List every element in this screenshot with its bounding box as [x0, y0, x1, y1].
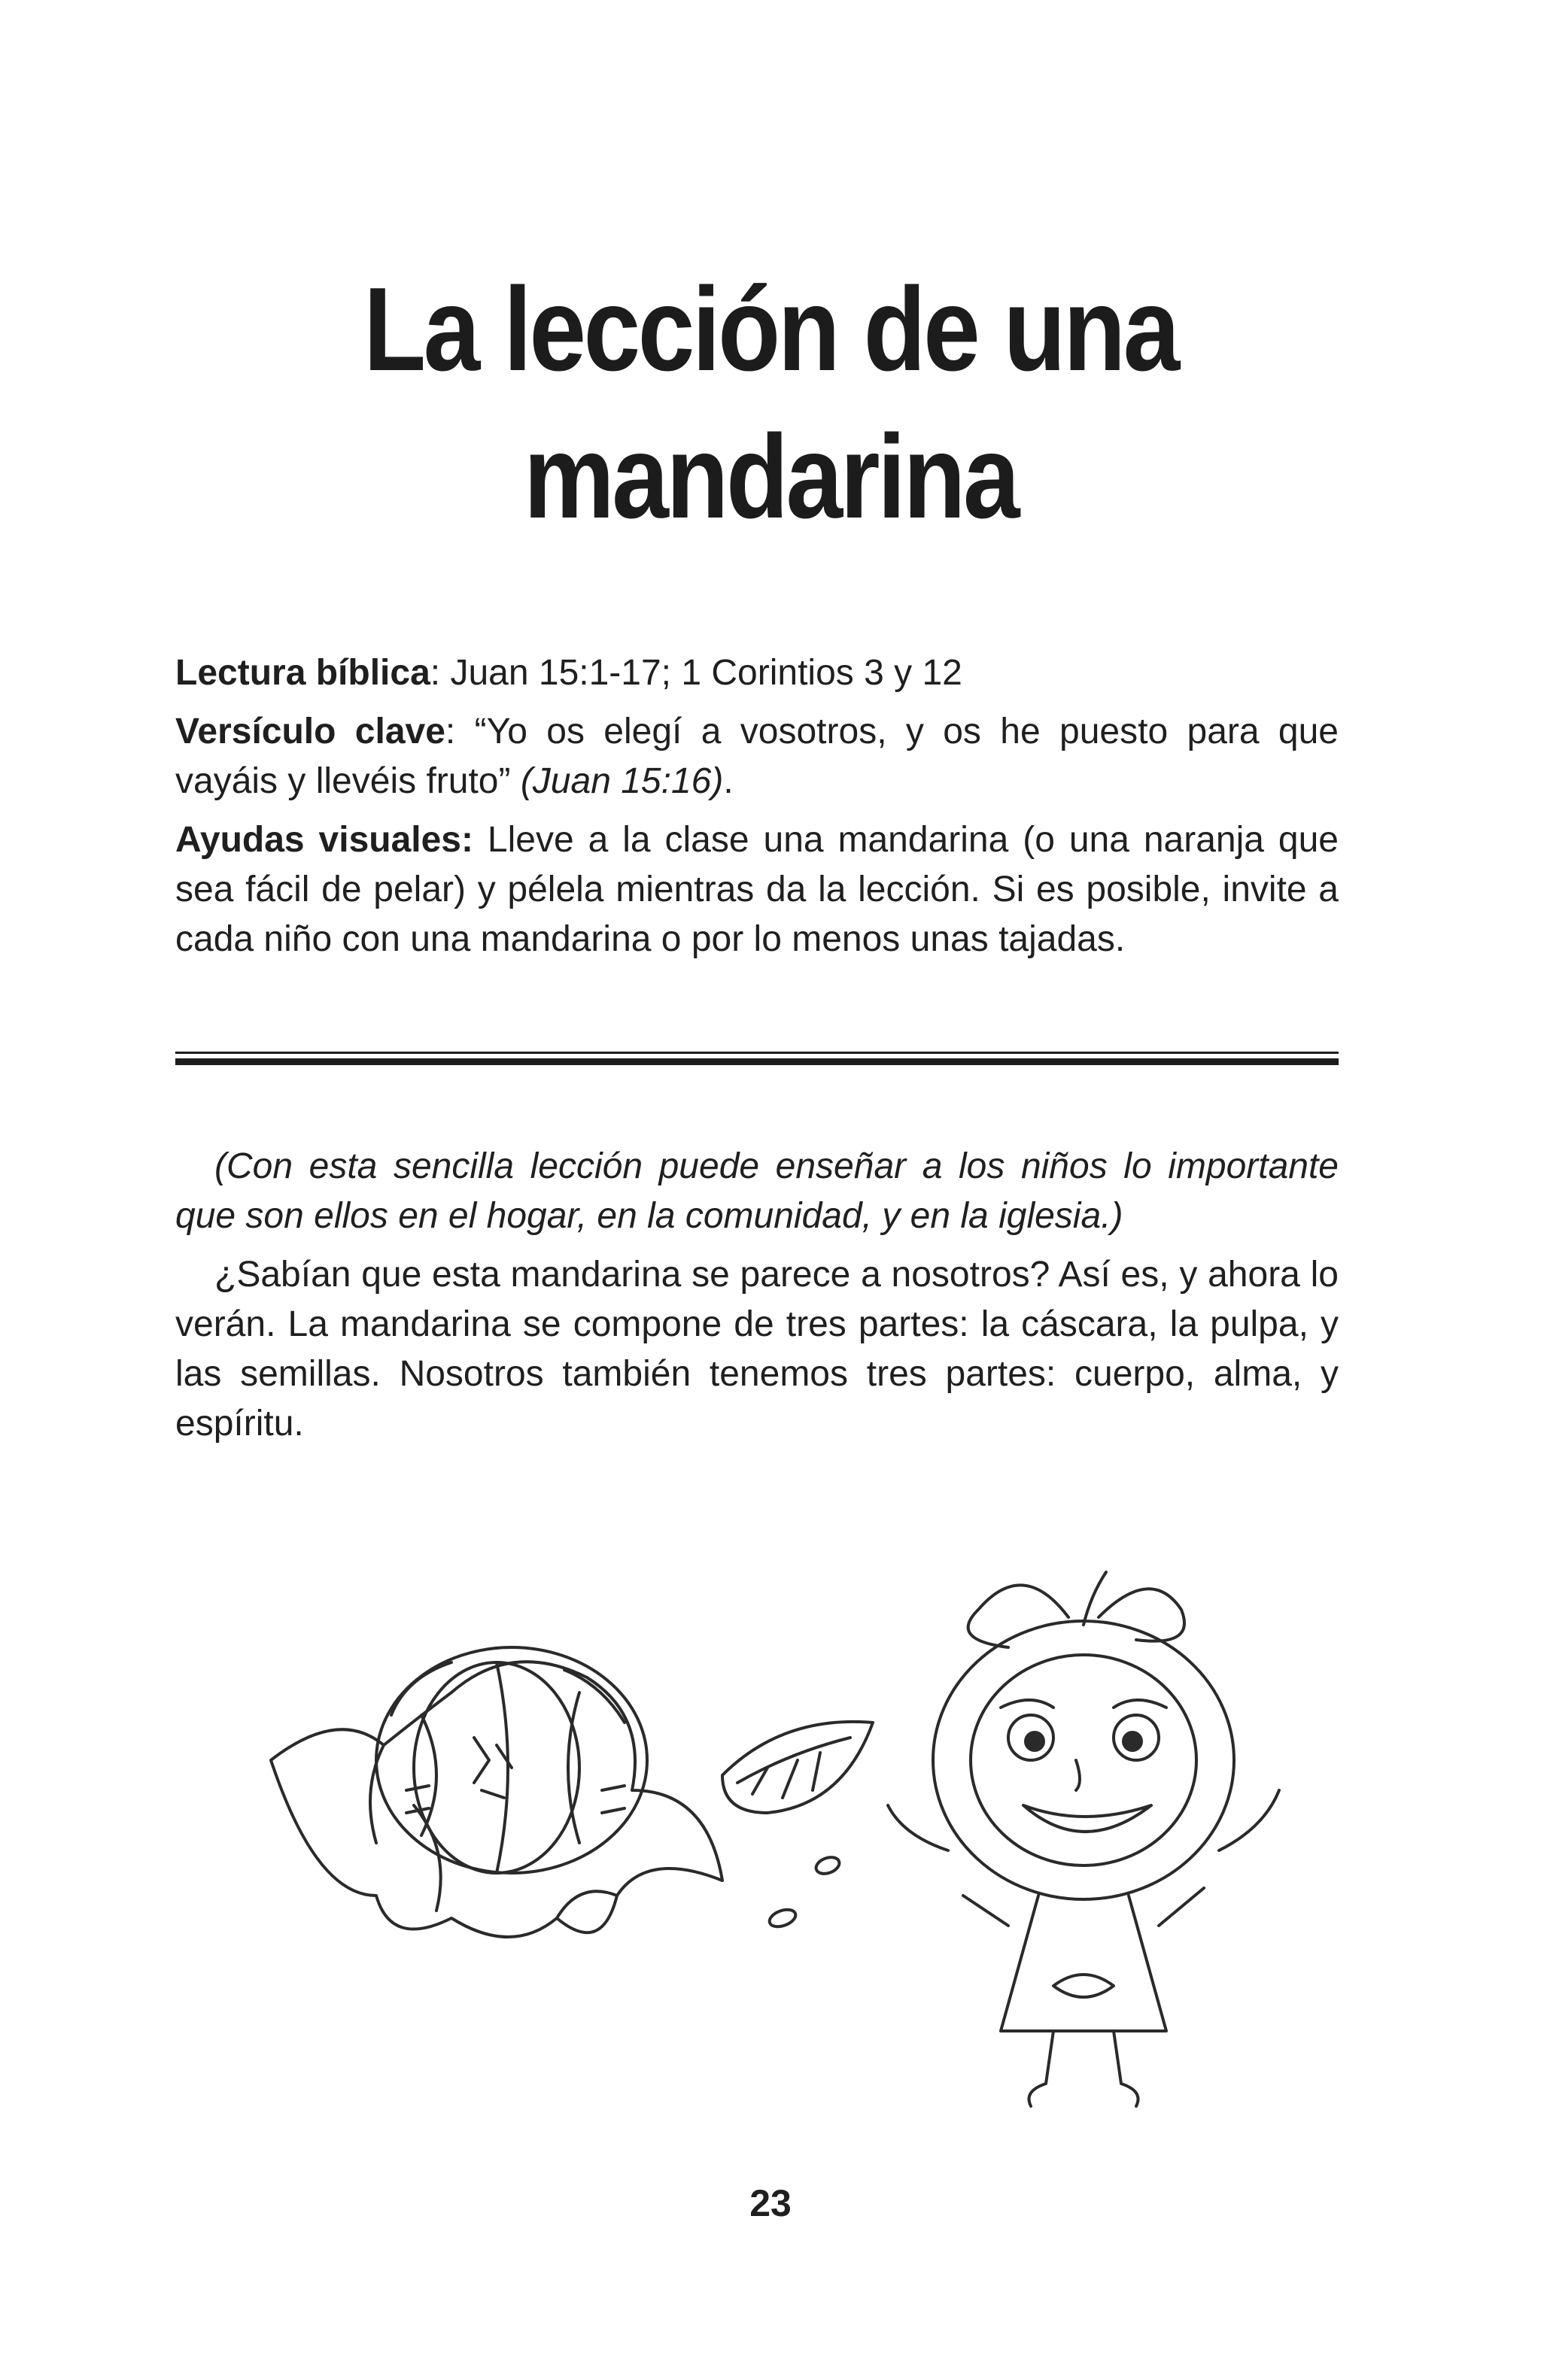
page-title: [108, 256, 1433, 551]
lectura-text: Juan 15:1-17; 1 Corintios 3 y 12: [440, 653, 962, 693]
title-line-1: La lección de una: [363, 263, 1178, 396]
title-line-2: mandarina: [523, 411, 1018, 543]
lesson-body: [175, 1142, 1339, 1458]
ayudas-text: Lleve a la clase una mandarina (o una naranja que sea fácil de pelar) y pélela mientras da la lección. Si es posible, invite a cada niño con una mandarina o por lo menos unas tajadas.: [175, 820, 1339, 959]
divider-thin: [175, 1052, 1339, 1054]
lectura-label: Lectura bíblica: [175, 653, 430, 693]
divider-thick: [175, 1058, 1339, 1065]
lectura-sep: :: [430, 653, 441, 693]
body-paragraph: ¿Sabían que esta mandarina se parece a nosotros? Así es, y ahora lo verán. La mandarina se compone de tres partes: la cáscara, la pulpa, y las semillas. Nosotros también tenemos tres partes: cuerpo, alma, y espíritu.: [175, 1255, 1339, 1443]
versiculo-text: “Yo os elegí a vosotros, y os he puesto para que vayáis y llevéis fruto”: [175, 712, 1339, 801]
intro-paragraph: (Con esta sencilla lección puede enseñar a los niños lo importante que son ellos en el hogar, en la comunidad, y en la iglesia.): [175, 1146, 1339, 1236]
versiculo-label: Versículo clave: [175, 712, 445, 751]
lesson-meta: [175, 648, 1339, 973]
mandarin-girl-drawing: [888, 1572, 1279, 2106]
peeled-mandarin-drawing: [271, 1647, 722, 1937]
versiculo-clave: [175, 707, 1339, 806]
ayudas-label: Ayudas visuales:: [175, 820, 473, 860]
mandarin-illustration: [226, 1565, 1339, 2136]
versiculo-sep: :: [445, 712, 456, 751]
ayudas-visuales: [175, 815, 1339, 964]
page-number: 23: [749, 2182, 792, 2224]
mandarin-slice-drawing: [722, 1722, 873, 1813]
versiculo-end: .: [723, 761, 734, 801]
seeds-drawing: [767, 1854, 842, 1929]
versiculo-ref: (Juan 15:16): [520, 761, 724, 801]
lectura-biblica: [175, 648, 1339, 698]
